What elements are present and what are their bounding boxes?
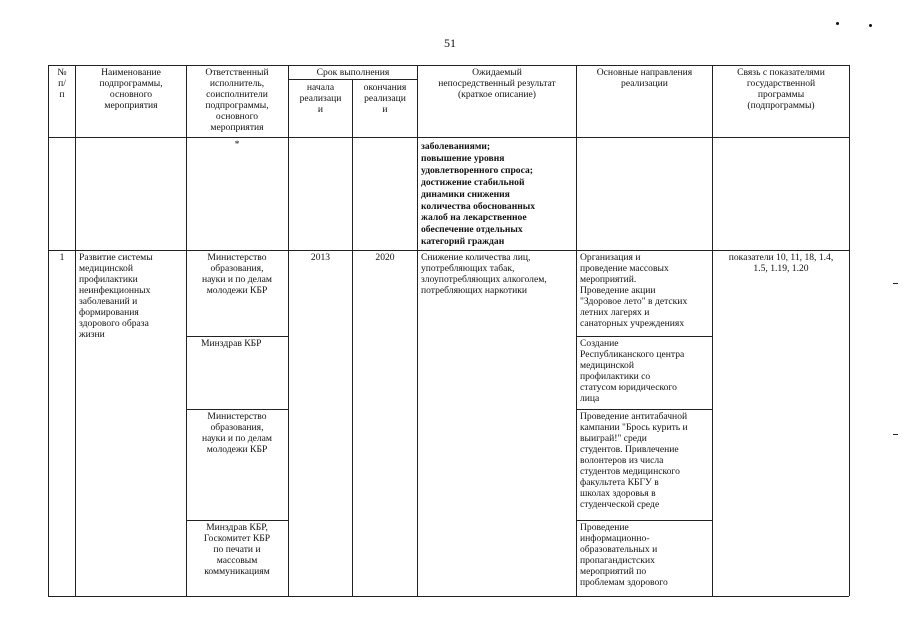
responsible-executor: Минздрав КБР, Госкомитет КБР по печати и массовым коммуникациям <box>203 522 271 577</box>
implementation-direction: Проведение антитабачной кампании "Брось курить и выиграй!" среди студентов. Привлечение волонтеров из числа студентов медицинского факультета КБГУ в школах здоровья в студенческой среде <box>580 411 688 510</box>
header-col-responsible: Ответственный исполнитель, соисполнители подпрограммы, основного мероприятия <box>205 67 269 133</box>
header-col-number: № п/ п <box>57 67 67 100</box>
header-col-start: начала реализаци и <box>299 82 342 115</box>
implementation-direction: Создание Республиканского центра медицинской профилактики со статусом юридического лица <box>580 338 685 404</box>
header-col-directions: Основные направления реализации <box>596 67 693 89</box>
measure-name: Развитие системы медицинской профилактики неинфекционных заболеваний и формирования здорового образа жизни <box>79 252 153 340</box>
header-col-end: окончания реализаци и <box>363 82 407 115</box>
end-year: 2020 <box>375 252 395 263</box>
scan-dot <box>869 24 872 27</box>
row-number: 1 <box>59 252 65 263</box>
scan-mark <box>893 283 898 284</box>
continuation-result: заболеваниями; повышение уровня удовлетворенного спроса; достижение стабильной динамики снижения количества обоснованных жалоб на лекарственное обеспечение отдельных категорий граждан <box>421 141 536 248</box>
header-col-result: Ожидаемый непосредственный результат (краткое описание) <box>438 67 556 100</box>
header-col-term: Срок выполнения <box>316 67 390 78</box>
scan-mark <box>893 434 898 435</box>
expected-result: Снижение количества лиц, употребляющих табак, злоупотребляющих алкоголем, потребляющих наркотики <box>421 252 547 296</box>
responsible-executor: Министерство образования, науки и по делам молодежи КБР <box>201 411 272 455</box>
responsible-executor: Минздрав КБР <box>201 338 262 349</box>
page-number: 51 <box>444 36 456 50</box>
continuation-mark: * <box>234 139 240 150</box>
start-year: 2013 <box>310 252 331 263</box>
responsible-executor: Министерство образования, науки и по делам молодежи КБР <box>201 252 272 296</box>
scan-dot <box>836 22 839 25</box>
header-col-name: Наименование подпрограммы, основного мероприятия <box>99 67 163 111</box>
header-col-link: Связь с показателями государственной программы (подпрограммы) <box>737 67 825 111</box>
implementation-direction: Проведение информационно- образовательных и пропагандистских мероприятий по проблемам здорового <box>580 522 668 588</box>
indicator-link: показатели 10, 11, 18, 1.4, 1.5, 1.19, 1.20 <box>728 252 834 274</box>
implementation-direction: Организация и проведение массовых мероприятий. Проведение акции "Здоровое лето" в детских летних лагерях и санаторных учреждениях <box>580 252 688 329</box>
